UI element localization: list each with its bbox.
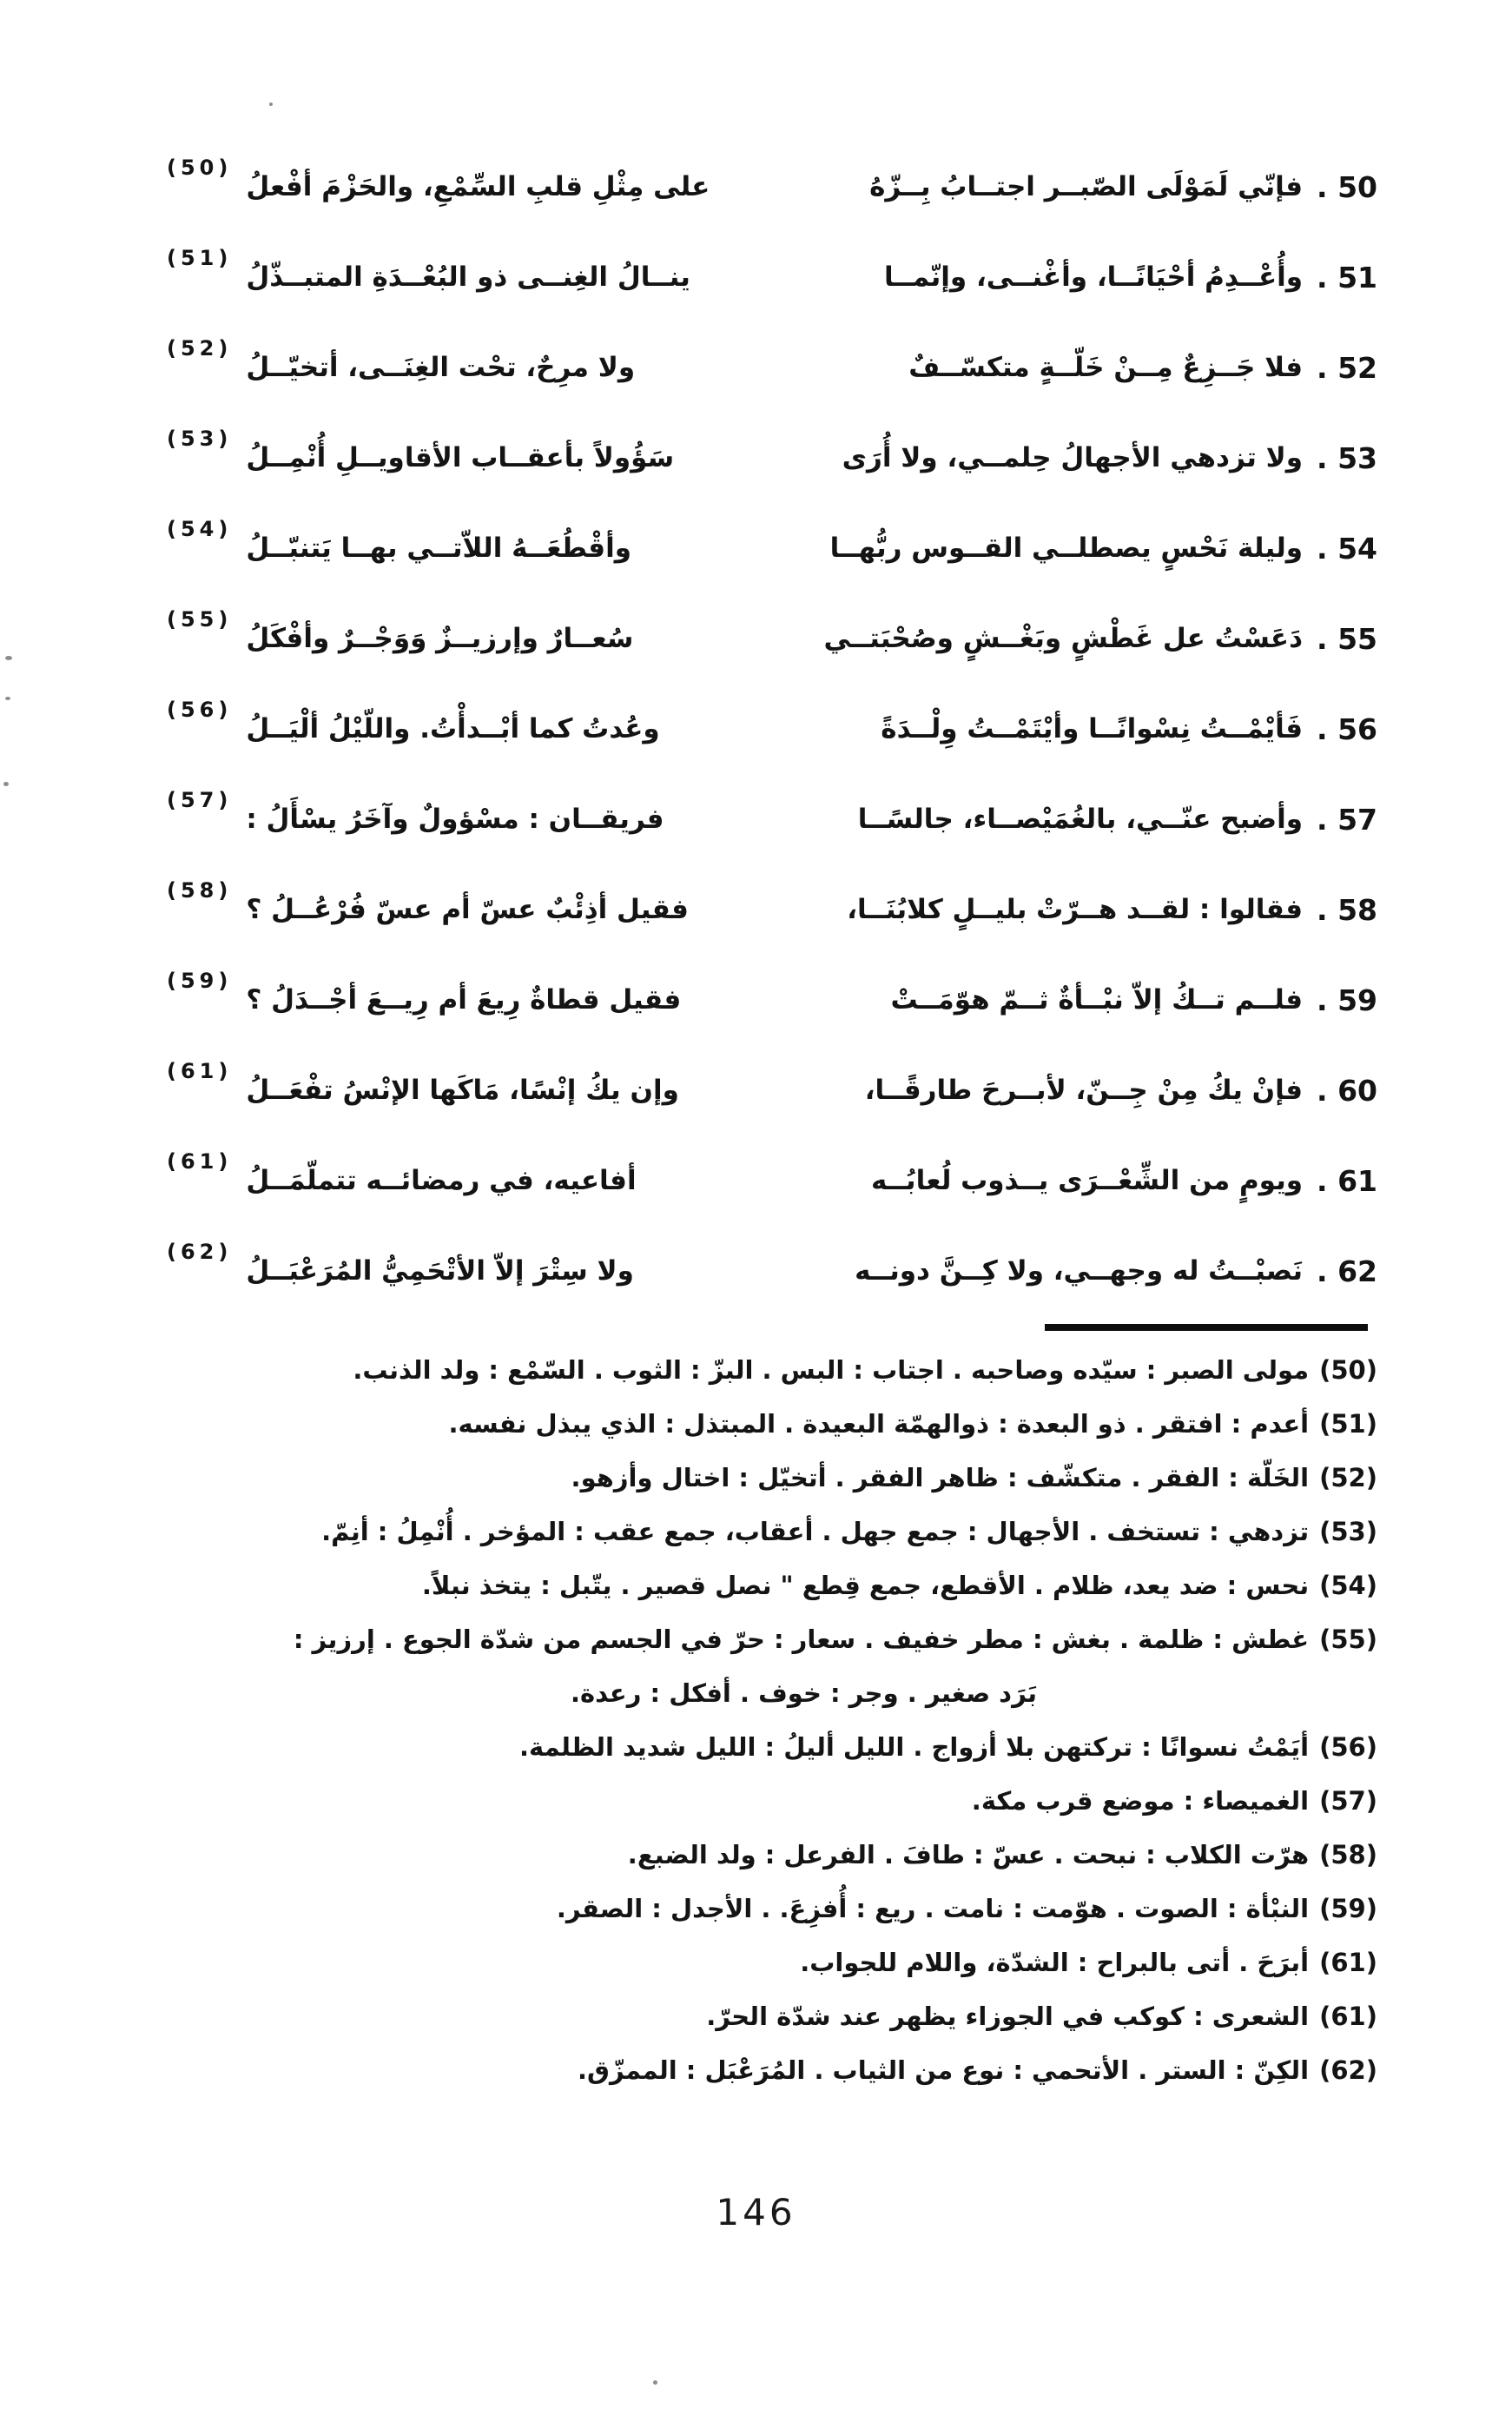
verse-row-60 <box>167 1045 1377 1135</box>
verse-number: 57 . <box>1317 802 1377 837</box>
footnote-label: (50) <box>1319 1355 1377 1385</box>
footnote-text: الكِنّ : الستر . الأتحمي : نوع من الثياب . المُرَعْبَل : الممزّق. <box>578 2055 1310 2085</box>
verse-first-hemistich: فإنْ يكُ مِنْ جِــنّ، لأبــرحَ طارقًــا، <box>864 1075 1304 1106</box>
verse-number: 59 . <box>1317 983 1377 1017</box>
verse-first-hemistich: نَصبْــتُ له وجهــي، ولا كِــنَّ دونــه <box>855 1255 1304 1287</box>
scan-artifact <box>269 103 273 106</box>
footnote-label: (55) <box>1319 1625 1377 1654</box>
verse-first-hemistich: ولا تزدهي الأجهالُ حِلمــي، ولا أُرَى <box>842 442 1304 473</box>
footnote-62 <box>156 2043 1377 2097</box>
footnote-61b <box>156 1989 1377 2043</box>
footnote-ref: (54) <box>167 517 233 541</box>
verse-first-hemistich: دَعَسْتُ عل غَطْشٍ وبَغْــشٍ وصُحْبَتــي <box>823 623 1304 654</box>
verse-number: 52 . <box>1317 350 1377 385</box>
footnote-ref: (50) <box>167 156 233 180</box>
footnote-55-continuation <box>156 1666 1377 1720</box>
verse-second-hemistich: فريقــان : مسْؤولٌ وآخَرُ يسْأَلُ : <box>246 804 664 835</box>
footnote-53 <box>156 1505 1377 1558</box>
footnote-label: (59) <box>1319 1894 1377 1923</box>
verse-second-hemistich: على مِثْلِ قلبِ السِّمْعِ، والحَزْمَ أفْعلُ <box>246 171 710 202</box>
footnote-text: النبْأة : الصوت . هوّمت : نامت . ريع : أُفزِعَ. . الأجدل : الصقر. <box>556 1894 1310 1923</box>
verse-number: 62 . <box>1317 1254 1377 1288</box>
verse-number: 61 . <box>1317 1163 1377 1198</box>
verse-second-hemistich: ينــالُ الغِنــى ذو البُعْــدَةِ المتبــذّلُ <box>246 261 690 293</box>
footnote-ref: (52) <box>167 336 233 361</box>
scan-artifact <box>3 782 9 786</box>
verse-first-hemistich: وأُعْــدِمُ أحْيَانًــا، وأغْنــى، وإنّمــا <box>884 261 1304 293</box>
verse-first-hemistich: فلا جَــزِعٌ مِــنْ خَلّــةٍ متكسّــفٌ <box>908 352 1304 383</box>
verse-number: 51 . <box>1317 260 1377 294</box>
verse-number: 50 . <box>1317 169 1377 204</box>
footnote-text: أبرَحَ . أتى بالبراح : الشدّة، واللام للجواب. <box>800 1948 1310 1977</box>
footnote-ref: (61) <box>167 1059 233 1083</box>
footnote-52 <box>156 1451 1377 1505</box>
footnote-text: غطش : ظلمة . بغش : مطر خفيف . سعار : حرّ في الجسم من شدّة الجوع . إرزيز : <box>293 1625 1310 1654</box>
footnote-divider <box>1045 1324 1368 1331</box>
footnote-label: (52) <box>1319 1463 1377 1492</box>
footnote-61a <box>156 1936 1377 1989</box>
footnote-text: أيَمْتُ نسوانًا : تركتهن بلا أزواج . الليل أليلُ : الليل شديد الظلمة. <box>519 1732 1310 1762</box>
verse-first-hemistich: وأضبح عنّــي، بالغُمَيْصــاء، جالسًــا <box>857 804 1304 835</box>
scan-artifact <box>653 2380 657 2385</box>
footnote-55 <box>156 1612 1377 1666</box>
footnote-label: (58) <box>1319 1840 1377 1869</box>
verse-number: 56 . <box>1317 711 1377 746</box>
verse-row-62 <box>167 1226 1377 1316</box>
footnote-text: تزدهي : تستخف . الأجهال : جمع جهل . أعقاب، جمع عقب : المؤخر . أُنْمِلُ : أنِمّ. <box>321 1517 1310 1546</box>
footnote-ref: (56) <box>167 698 233 722</box>
verse-row-53 <box>167 413 1377 503</box>
verse-number: 58 . <box>1317 892 1377 927</box>
verse-second-hemistich: سُعــارٌ وإرزيــزٌ وَوَجْــرٌ وأفْكَلُ <box>246 623 634 654</box>
verse-first-hemistich: فلــم تــكُ إلاّ نبْــأةٌ ثــمّ هوّمَــتْ <box>890 984 1304 1016</box>
footnote-text: أعدم : افتقر . ذو البعدة : ذوالهمّة البعيدة . المبتذل : الذي يبذل نفسه. <box>448 1409 1310 1439</box>
verse-second-hemistich: وإن يكُ إنْسًا، مَاكَها الإنْسُ تفْعَــلُ <box>246 1075 679 1106</box>
page-number: 146 <box>716 2191 796 2233</box>
footnote-label: (53) <box>1319 1517 1377 1546</box>
verse-second-hemistich: فقيل قطاةٌ رِيعَ أم رِيــعَ أجْــدَلُ ؟ <box>246 984 682 1016</box>
verse-second-hemistich: سَؤُولاً بأعقــاب الأقاويــلِ أُنْمِــلُ <box>246 442 675 473</box>
verse-first-hemistich: فقالوا : لقــد هــرّتْ بليــلٍ كلابُنَــا، <box>847 894 1304 925</box>
scan-artifact <box>5 656 12 660</box>
footnote-ref: (61) <box>167 1149 233 1174</box>
footnote-text: هرّت الكلاب : نبحت . عسّ : طافَ . الفرعل : ولد الضبع. <box>627 1840 1310 1869</box>
scan-artifact <box>5 697 10 700</box>
verse-first-hemistich: ويومٍ من الشِّعْــرَى يــذوب لُعابُــه <box>870 1165 1304 1196</box>
verse-row-59 <box>167 955 1377 1045</box>
footnote-ref: (57) <box>167 788 233 812</box>
footnote-text: مولى الصبر : سيّده وصاحبه . اجتاب : البس . البزّ : الثوب . السّمْع : ولد الذنب. <box>353 1355 1310 1385</box>
verse-row-55 <box>167 593 1377 684</box>
footnote-label: (57) <box>1319 1786 1377 1816</box>
footnote-51 <box>156 1397 1377 1451</box>
verse-number: 53 . <box>1317 440 1377 475</box>
verse-row-54 <box>167 503 1377 593</box>
verse-row-56 <box>167 684 1377 774</box>
verse-second-hemistich: ولا سِتْرَ إلاّ الأتْحَمِيُّ المُرَعْبَــلُ <box>246 1255 634 1287</box>
footnote-56 <box>156 1720 1377 1774</box>
verse-number: 55 . <box>1317 621 1377 656</box>
verse-row-61 <box>167 1135 1377 1226</box>
verse-second-hemistich: وأقْطُعَــهُ اللاّتــي بهــا يَتنبّــلُ <box>246 533 632 564</box>
footnote-50 <box>156 1343 1377 1397</box>
footnote-ref: (53) <box>167 427 233 451</box>
footnote-label: (54) <box>1319 1571 1377 1600</box>
verse-row-51 <box>167 232 1377 322</box>
footnote-ref: (55) <box>167 607 233 632</box>
footnote-label: (62) <box>1319 2055 1377 2085</box>
footnote-59 <box>156 1882 1377 1936</box>
footnote-label: (51) <box>1319 1409 1377 1439</box>
verse-row-57 <box>167 774 1377 864</box>
footnote-text: الخَلّة : الفقر . متكشّف : ظاهر الفقر . أتخيّل : اختال وأزهو. <box>571 1463 1310 1492</box>
footnote-text: بَرَد صغير . وجر : خوف . أفكل : رعدة. <box>571 1678 1037 1708</box>
poem-verses <box>167 142 1377 1316</box>
footnote-label: (61) <box>1319 2002 1377 2031</box>
footnote-text: نحس : ضد يعد، ظلام . الأقطع، جمع قِطع " نصل قصير . يتّبل : يتخذ نبلاً. <box>421 1571 1310 1600</box>
footnote-text: الشعرى : كوكب في الجوزاء يظهر عند شدّة الحرّ. <box>706 2002 1310 2031</box>
verse-row-52 <box>167 322 1377 413</box>
verse-row-58 <box>167 864 1377 955</box>
verse-first-hemistich: فإنّي لَمَوْلَى الصّبــر اجتــابُ بِــزّهُ <box>869 171 1304 202</box>
verse-row-50 <box>167 142 1377 232</box>
verse-first-hemistich: وليلة نَحْسٍ يصطلــي القــوس ربُّهــا <box>829 533 1304 564</box>
verse-second-hemistich: وعُدتُ كما أبْــدأْتُ. واللّيْلُ ألْيَــلُ <box>246 713 660 744</box>
verse-second-hemistich: فقيل أذِئْبٌ عسّ أم عسّ فُرْعُــلُ ؟ <box>246 894 689 925</box>
verse-second-hemistich: ولا مرِحٌ، تحْت الغِنَــى، أتخيّــلُ <box>246 352 636 383</box>
footnote-58 <box>156 1828 1377 1882</box>
footnote-54 <box>156 1558 1377 1612</box>
footnote-ref: (59) <box>167 969 233 993</box>
verse-first-hemistich: فَأيْمْــتُ نِسْوانًــا وأيْتَمْــتُ وِلْــدَةً <box>881 713 1304 744</box>
footnote-57 <box>156 1774 1377 1828</box>
footnote-ref: (62) <box>167 1240 233 1264</box>
footnote-ref: (51) <box>167 246 233 270</box>
footnotes-section <box>156 1343 1377 2097</box>
footnote-label: (56) <box>1319 1732 1377 1762</box>
footnote-ref: (58) <box>167 878 233 903</box>
footnote-text: الغميصاء : موضع قرب مكة. <box>971 1786 1310 1816</box>
verse-number: 54 . <box>1317 531 1377 566</box>
verse-second-hemistich: أفاعيه، في رمضائــه تتملّمَــلُ <box>246 1165 637 1196</box>
footnote-label: (61) <box>1319 1948 1377 1977</box>
verse-number: 60 . <box>1317 1073 1377 1108</box>
